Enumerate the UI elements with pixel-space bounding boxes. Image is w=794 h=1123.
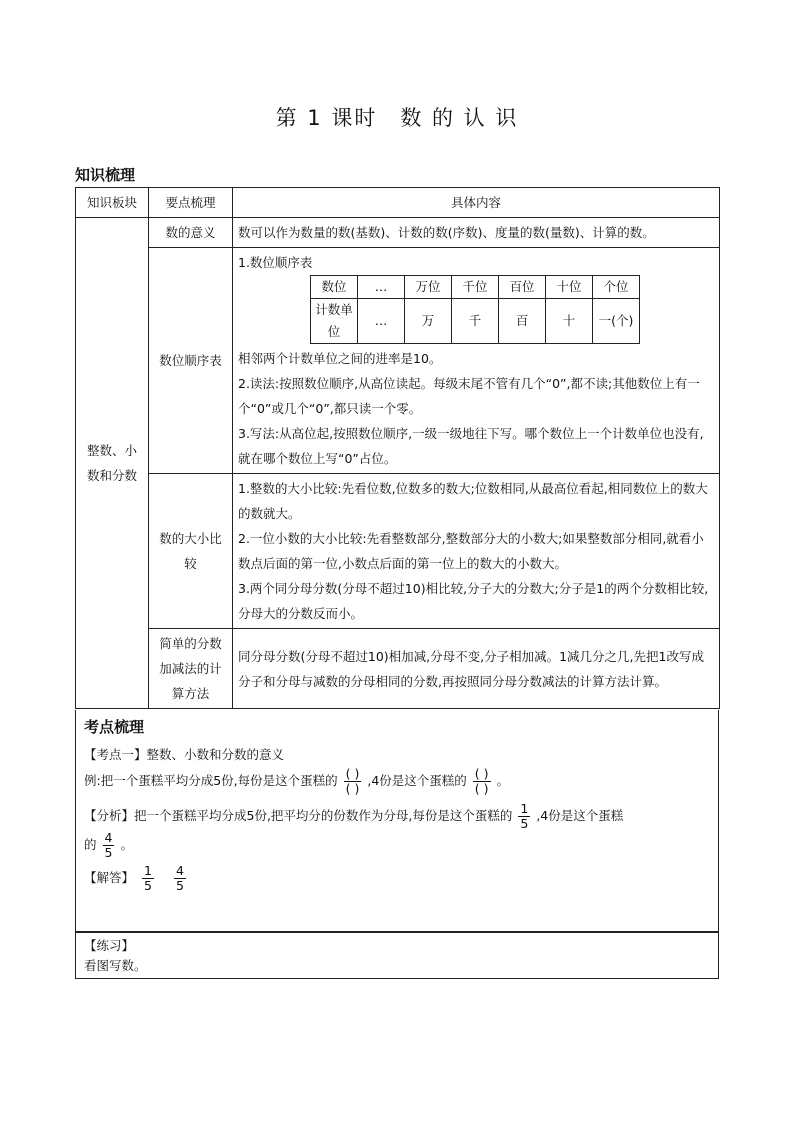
content-line: 2.一位小数的大小比较:先看整数部分,整数部分大的小数大;如果整数部分相同,就看小数点后面的第一位,小数点后面的第一位上的数大的小数大。 (238, 531, 704, 571)
table-row (76, 218, 720, 248)
practice-label: 【练习】 (84, 938, 135, 953)
content-line: 3.写法:从高位起,按照数位顺序,一级一级地往下写。哪个数位上一个计数单位也没有,就在哪个数位上写“0”占位。 (238, 426, 704, 466)
blank-fraction (473, 767, 491, 796)
place-value-cell: 个位 (593, 276, 640, 299)
fraction (103, 831, 115, 860)
content-cell (233, 629, 720, 709)
place-value-cell: 千位 (452, 276, 499, 299)
fraction-denominator: ( ) (345, 781, 360, 796)
example-text: 例:把一个蛋糕平均分成5份,每份是这个蛋糕的 (84, 773, 338, 788)
analysis-line (84, 802, 710, 831)
analysis-line (84, 831, 710, 860)
place-value-cell: 百位 (499, 276, 546, 299)
place-value-cell: 十 (546, 299, 593, 344)
content-line: 同分母分数(分母不超过10)相加减,分母不变,分子相加减。1减几分之几,先把1改写成分子和分母与减数的分母相同的分数,再按照同分母分数减法的计算方法计算。 (238, 648, 704, 689)
place-value-cell: 一(个) (593, 299, 640, 344)
content-line: 3.两个同分母分数(分母不超过10)相比较,分子大的分数大;分子是1的两个分数相比较,分母大的分数反而小。 (238, 581, 709, 621)
example-text: 。 (496, 773, 509, 788)
fraction-denominator: 5 (175, 878, 184, 893)
content-cell (233, 218, 720, 248)
place-value-cell: 万位 (405, 276, 452, 299)
place-value-cell: 计数单位 (311, 299, 358, 344)
point-cell: 数的意义 (149, 218, 233, 248)
place-value-cell: 百 (499, 299, 546, 344)
answer-line (84, 864, 710, 893)
exam-point-title: 【考点一】整数、小数和分数的意义 (84, 747, 285, 762)
fraction-denominator: ( ) (474, 781, 489, 796)
practice-section (75, 932, 719, 979)
point-cell: 数位顺序表 (149, 248, 233, 474)
fraction-numerator: ( ) (474, 766, 489, 781)
exam-points-section (75, 710, 719, 932)
fraction-numerator: 4 (175, 863, 184, 878)
fraction (142, 864, 154, 893)
point-cell: 数的大小比较 (149, 474, 233, 629)
table-row (76, 248, 720, 474)
blank-fraction (344, 767, 362, 796)
content-line: 相邻两个计数单位之间的进率是10。 (238, 351, 442, 366)
fraction-denominator: 5 (104, 845, 113, 860)
example-text: ,4份是这个蛋糕的 (367, 773, 467, 788)
fraction (518, 802, 530, 831)
place-value-cell: 万 (405, 299, 452, 344)
knowledge-heading: 知识梳理 (75, 166, 136, 184)
fraction-numerator: 1 (144, 863, 152, 878)
place-value-table (310, 275, 640, 344)
practice-text: 看图写数。 (84, 958, 147, 973)
knowledge-table (75, 187, 720, 709)
fraction-denominator: 5 (520, 816, 529, 831)
fraction-numerator: 1 (520, 801, 529, 816)
place-value-cell: … (358, 299, 405, 344)
point-cell: 简单的分数加减法的计算方法 (149, 629, 233, 709)
content-line: 1.数位顺序表 (238, 255, 313, 270)
content-line: 数可以作为数量的数(基数)、计数的数(序数)、度量的数(量数)、计算的数。 (238, 225, 655, 240)
table-row (76, 474, 720, 629)
header-cell: 要点梳理 (149, 188, 233, 218)
table-header-row (76, 188, 720, 218)
answer-label: 【解答】 (84, 870, 135, 885)
analysis-text: ,4份是这个蛋糕 (536, 808, 624, 823)
example-line (84, 767, 710, 796)
place-value-row (311, 276, 640, 299)
content-cell (233, 474, 720, 629)
header-cell: 知识板块 (76, 188, 149, 218)
category-cell: 整数、小数和分数 (76, 218, 149, 709)
analysis-text: 的 (84, 837, 97, 852)
place-value-row (311, 299, 640, 344)
place-value-cell: 数位 (311, 276, 358, 299)
place-value-cell: 千 (452, 299, 499, 344)
place-value-cell: … (358, 276, 405, 299)
place-value-cell: 十位 (546, 276, 593, 299)
page-title: 第 1 课时 数 的 认 识 (275, 106, 519, 130)
table-row (76, 629, 720, 709)
content-cell (233, 248, 720, 474)
fraction-denominator: 5 (144, 878, 152, 893)
analysis-text: 。 (120, 837, 133, 852)
content-line: 2.读法:按照数位顺序,从高位读起。每级末尾不管有几个“0”,都不读;其他数位上有一个“0”或几个“0”,都只读一个零。 (238, 376, 700, 416)
fraction (174, 864, 186, 893)
analysis-text: 【分析】把一个蛋糕平均分成5份,把平均分的份数作为分母,每份是这个蛋糕的 (84, 808, 513, 823)
fraction-numerator: ( ) (345, 766, 360, 781)
fraction-numerator: 4 (104, 830, 113, 845)
content-line: 1.整数的大小比较:先看位数,位数多的数大;位数相同,从最高位看起,相同数位上的数大的数就大。 (238, 481, 708, 521)
exam-heading: 考点梳理 (84, 718, 145, 736)
header-cell: 具体内容 (233, 188, 720, 218)
